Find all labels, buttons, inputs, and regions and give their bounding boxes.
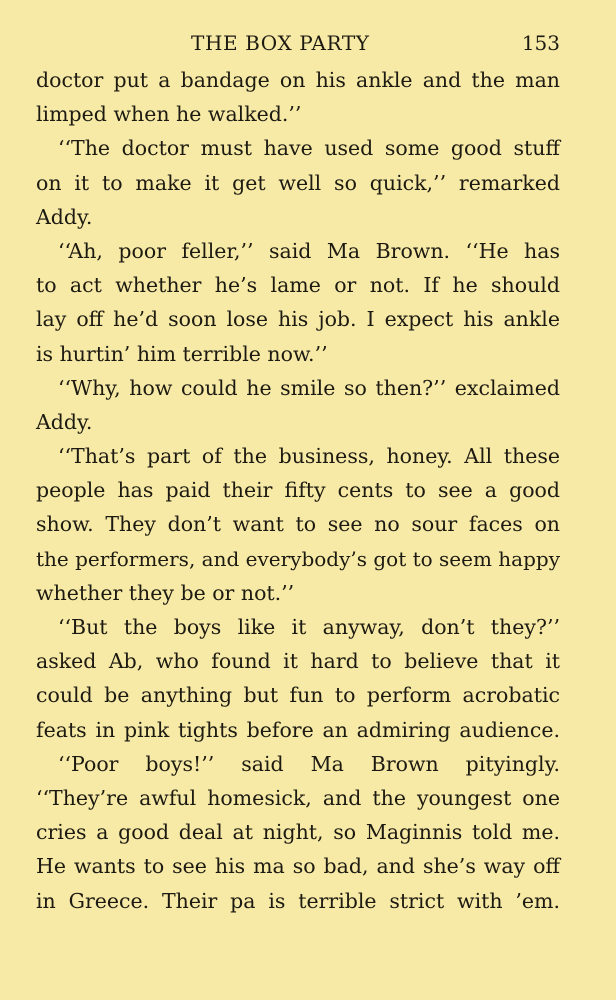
body-text — [36, 63, 560, 918]
text-line: doctor put a bandage on his ankle and the man — [36, 68, 560, 92]
text-line: show. They don’t want to see no sour faces on — [36, 512, 560, 537]
running-head — [0, 30, 616, 56]
text-line: ‘‘Ah, poor feller,’’ said Ma Brown. ‘‘He has — [58, 238, 560, 263]
text-line: on it to make it get well so quick,’’ remarked — [36, 170, 560, 195]
text-line: in Greece. Their pa is terrible strict with ’em. — [36, 888, 560, 913]
text-line: could be anything but fun to perform acrobatic — [36, 683, 560, 708]
text-line: asked Ab, who found it hard to believe that it — [36, 649, 560, 674]
text-line: ‘‘Poor boys!’’ said Ma Brown pityingly. — [58, 751, 560, 776]
text-line: ‘‘That’s part of the business, honey. All these — [58, 444, 560, 469]
text-line: ‘‘Why, how could he smile so then?’’ exclaimed — [58, 375, 560, 400]
text-line: ‘‘They’re awful homesick, and the youngest one — [36, 785, 560, 810]
text-line: is hurtin’ him terrible now.’’ — [36, 341, 328, 366]
text-line: He wants to see his ma so bad, and she’s way off — [36, 854, 560, 879]
text-line: limped when he walked.’’ — [36, 102, 302, 127]
text-line: Addy. — [36, 204, 93, 229]
running-title: THE BOX PARTY — [191, 31, 370, 55]
text-line: ‘‘But the boys like it anyway, don’t they?’’ — [58, 615, 560, 639]
text-line: feats in pink tights before an admiring audience. — [36, 717, 560, 742]
text-line: lay off he’d soon lose his job. I expect his ankle — [36, 307, 560, 332]
text-line: people has paid their fifty cents to see a good — [36, 478, 560, 503]
text-line: whether they be or not.’’ — [36, 580, 295, 605]
text-line: Addy. — [36, 409, 93, 434]
page-number: 153 — [521, 31, 560, 55]
text-line: to act whether he’s lame or not. If he should — [36, 273, 560, 298]
text-line: cries a good deal at night, so Maginnis told me. — [36, 820, 560, 845]
text-line: the performers, and everybody’s got to seem happy — [36, 546, 561, 571]
text-line: ‘‘The doctor must have used some good stuff — [58, 136, 560, 161]
